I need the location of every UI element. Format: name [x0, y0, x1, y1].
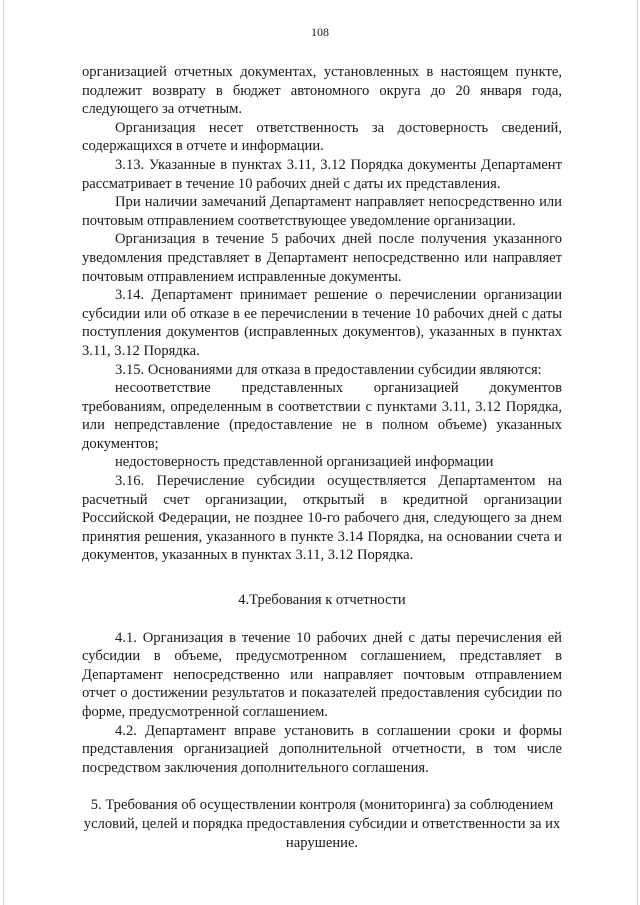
- scan-left-edge: [3, 0, 4, 905]
- paragraph-3-13: 3.13. Указанные в пунктах 3.11, 3.12 Порядка документы Департамент рассматривает в течение 10 рабочих дней с даты их представления.: [82, 156, 562, 192]
- page-number: 108: [311, 25, 329, 39]
- scan-right-edge: [637, 0, 638, 905]
- paragraph-3-15: 3.15. Основаниями для отказа в предоставлении субсидии являются:: [115, 361, 542, 378]
- paragraph-continuation: организацией отчетных документах, установленных в настоящем пункте, подлежит возврату в бюджет автономного округа до 20 января года, следующего за отчетным.: [82, 64, 562, 118]
- section-5-heading: 5. Требования об осуществлении контроля (мониторинга) за соблюдением условий, целей и порядка предоставления субсидии и ответственности за их нарушение.: [83, 797, 561, 851]
- paragraph-corrected-documents: Организация в течение 5 рабочих дней после получения указанного уведомления представляет в Департамент непосредственно или направляет почтовым отправлением исправленные документы.: [82, 231, 562, 285]
- paragraph-4-2: 4.2. Департамент вправе установить в соглашении сроки и формы представления организацией дополнительной отчетности, в том числе посредством заключения дополнительного соглашения.: [82, 722, 562, 776]
- paragraph-refusal-ground-2: недостоверность представленной организацией информации: [115, 454, 494, 471]
- paragraph-remarks: При наличии замечаний Департамент направляет непосредственно или почтовым отправлением соответствующее уведомление организации.: [82, 194, 562, 229]
- document-body: [82, 63, 562, 852]
- paragraph-3-16: 3.16. Перечисление субсидии осуществляется Департаментом на расчетный счет организации, открытый в кредитной организации Российской Федерации, не позднее 10-го рабочего дня, следующего за днем принятия решения, указанного в пункте 3.14 Порядка, на основании счета и документов, указанных в пунктах 3.11, 3.12 Порядка.: [82, 473, 562, 564]
- paragraph-3-14: 3.14. Департамент принимает решение о перечислении организации субсидии или об отказе в ее перечислении в течение 10 рабочих дней с даты поступления документов (исправленных документов), указанных в пунктах 3.11, 3.12 Порядка.: [82, 287, 562, 359]
- paragraph-4-1: 4.1. Организация в течение 10 рабочих дней с даты перечисления ей субсидии в объеме, предусмотренном соглашением, представляет в Департамент непосредственно или направляет почтовым отправлением отчет о достижении результатов и показателей предоставления субсидии по форме, предусмотренной соглашением.: [82, 629, 562, 720]
- section-4-heading: 4.Требования к отчетности: [238, 592, 406, 609]
- paragraph-refusal-ground-1: несоответствие представленных организацией документов требованиям, определенным в соответствии с пунктами 3.11, 3.12 Порядка, или непредставление (предоставление не в полном объеме) указанных документов;: [82, 380, 562, 452]
- paragraph-responsibility: Организация несет ответственность за достоверность сведений, содержащихся в отчете и информации.: [82, 119, 562, 155]
